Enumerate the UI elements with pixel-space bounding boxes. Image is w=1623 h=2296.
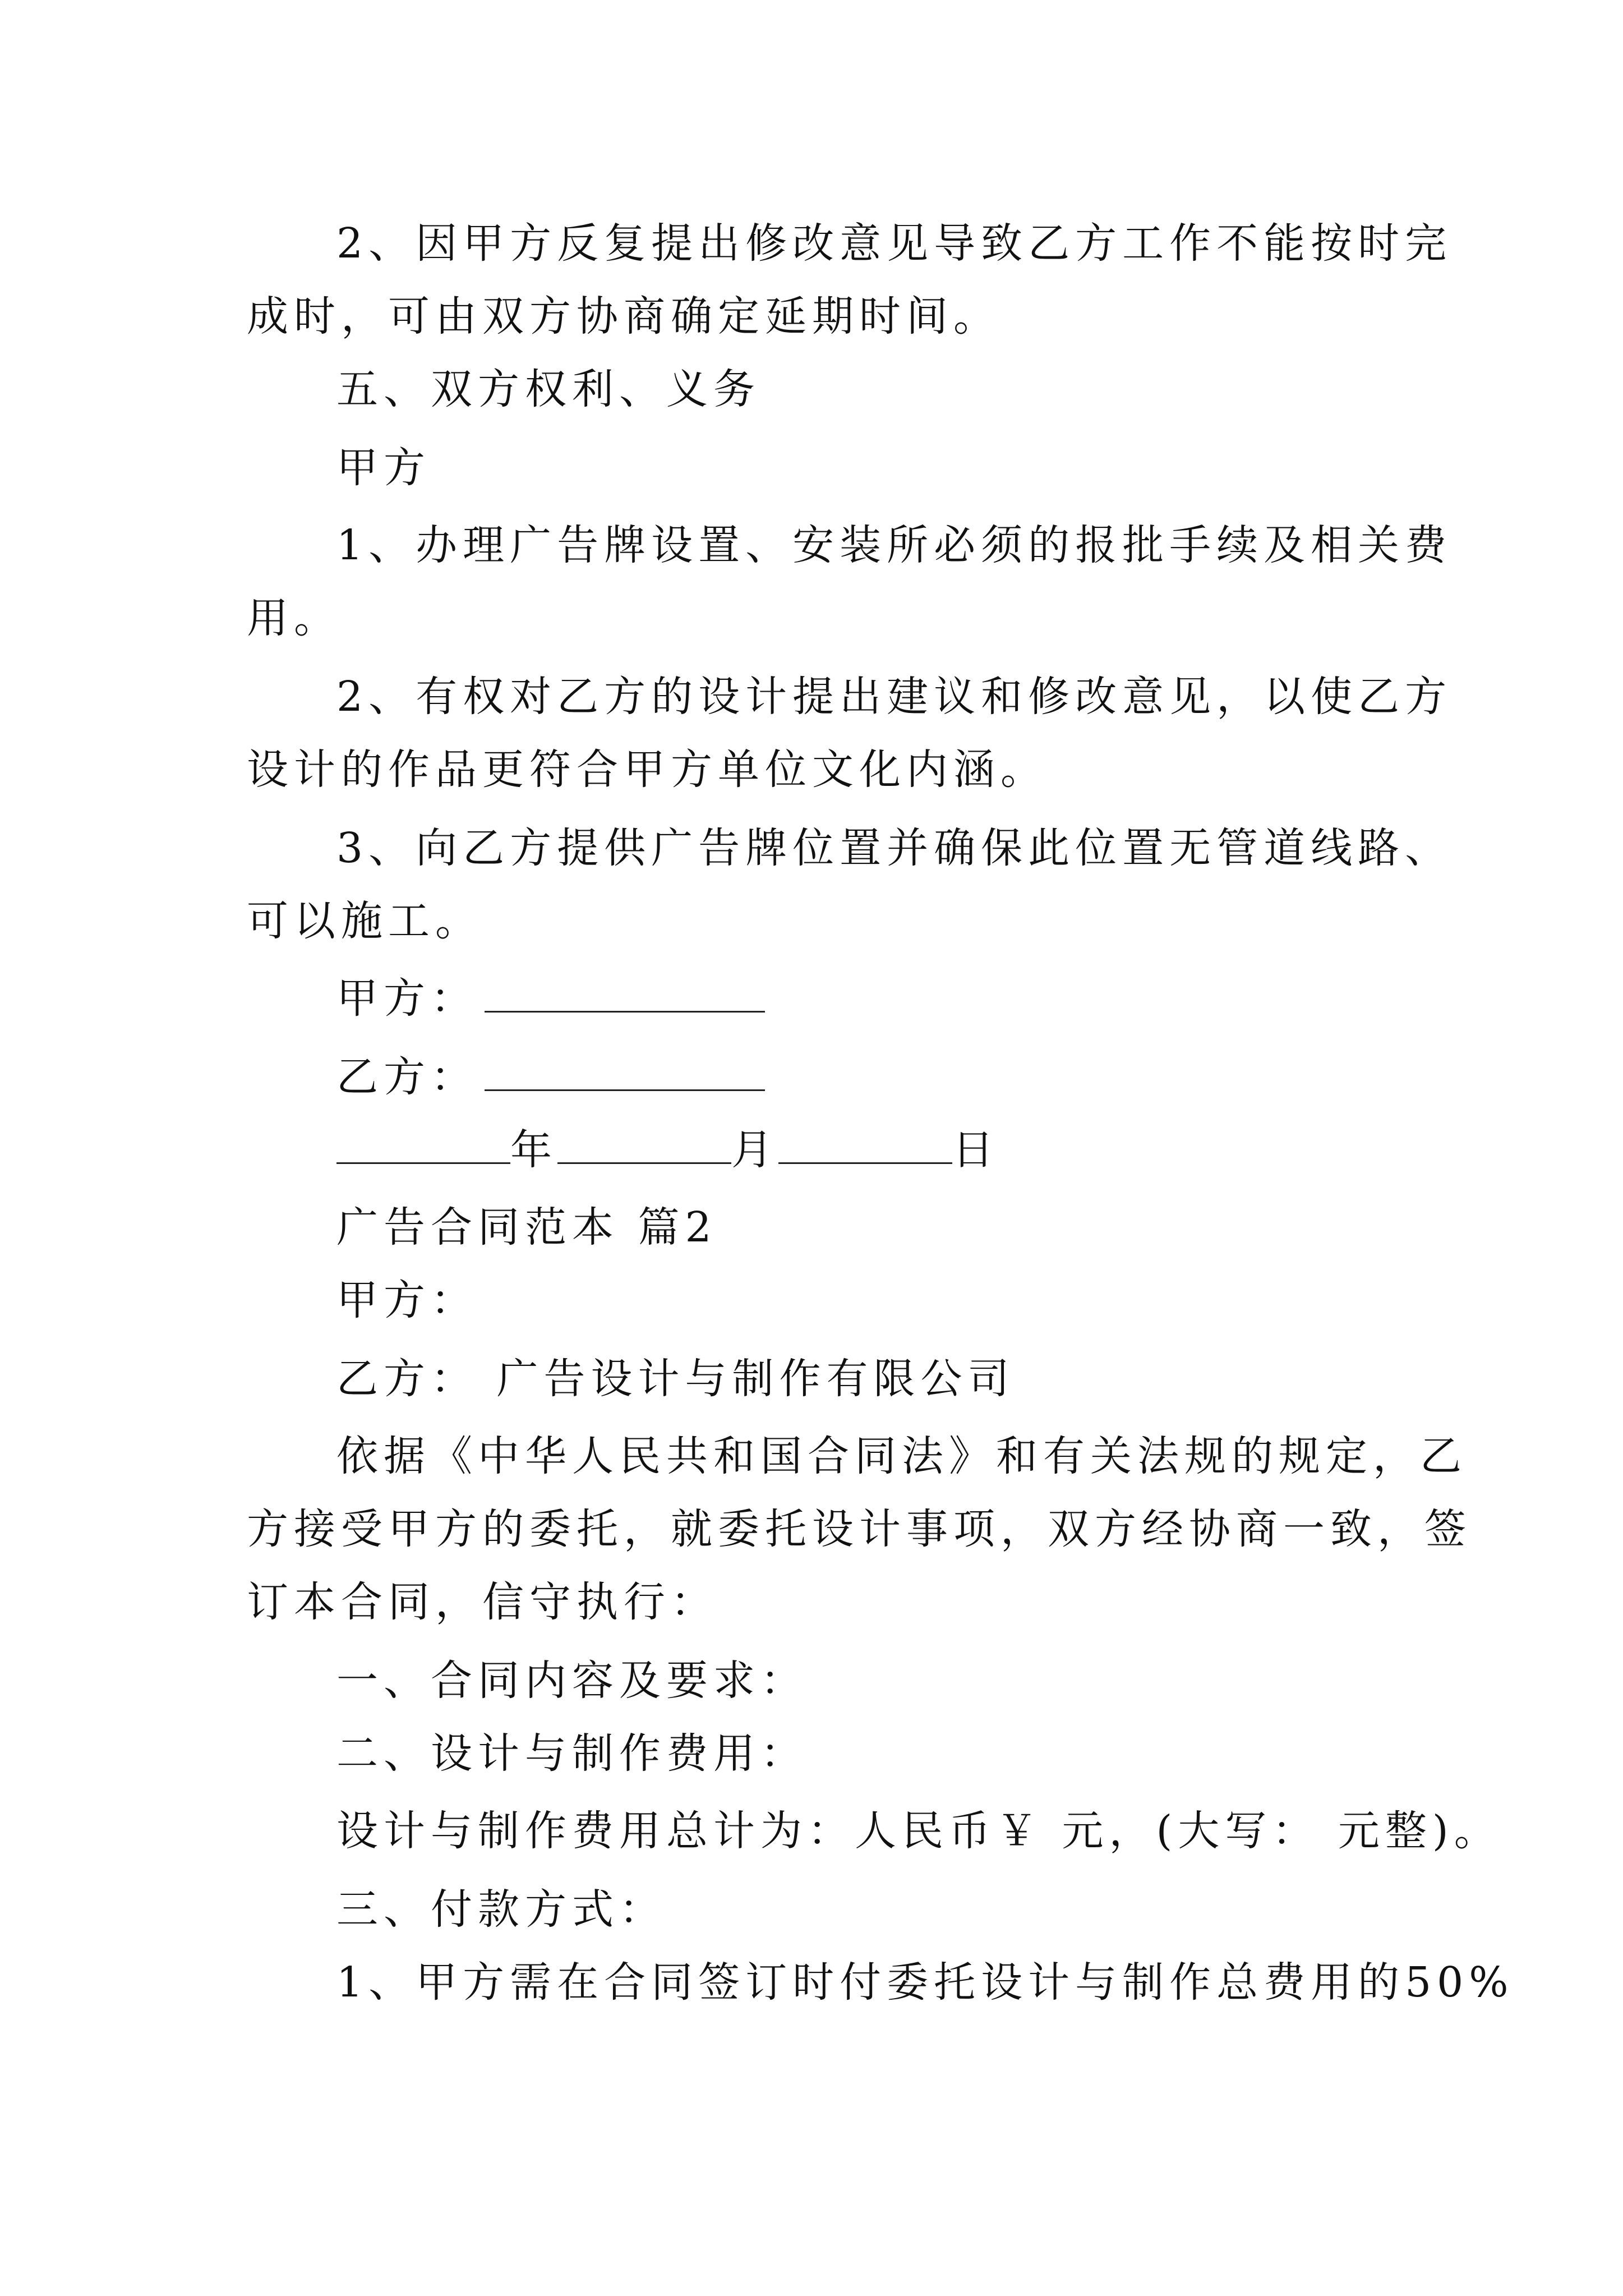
paragraph-line: 可以施工。 [247,897,482,945]
party-b-line: 乙方： 广告设计与制作有限公司 [336,1355,1015,1403]
paragraph-line: 设计与制作费用总计为：人民币￥ 元，(大写： 元整)。 [336,1807,1501,1855]
section-heading: 三、付款方式： [336,1885,666,1934]
paragraph-line: 设计的作品更符合甲方单位文化内涵。 [247,746,1048,794]
signature-label: 乙方： [336,1053,478,1101]
party-a-line: 甲方： [336,1276,478,1324]
section-heading: 五、双方权利、义务 [336,365,760,413]
year-label: 年 [510,1126,557,1174]
paragraph-line: 方接受甲方的委托，就委托设计事项，双方经协商一致，签 [247,1505,1472,1553]
party-heading: 甲方 [336,444,431,492]
day-blank [778,1125,952,1164]
paragraph-line: 订本合同，信守执行： [247,1578,718,1626]
month-label: 月 [731,1126,778,1174]
paragraph-line: 2、有权对乙方的设计提出建议和修改意见，以使乙方 [336,673,1453,721]
month-blank [557,1125,731,1164]
paragraph-line: 1、甲方需在合同签订时付委托设计与制作总费用的50% [336,1958,1514,2007]
signature-line-party-b [336,1049,765,1105]
signature-blank [485,974,765,1013]
signature-label: 甲方： [336,974,478,1023]
paragraph-line: 成时，可由双方协商确定延期时间。 [247,292,1000,341]
day-label: 日 [952,1126,999,1174]
paragraph-line: 3、向乙方提供广告牌位置并确保此位置无管道线路、 [336,824,1453,872]
paragraph-line: 2、因甲方反复提出修改意见导致乙方工作不能按时完 [336,219,1453,268]
section-heading: 二、设计与制作费用： [336,1729,808,1778]
paragraph-line: 用。 [247,594,341,642]
year-blank [336,1125,510,1164]
date-line [336,1122,999,1178]
paragraph-line: 依据《中华人民共和国合同法》和有关法规的规定，乙 [336,1432,1467,1480]
signature-line-party-a [336,970,765,1027]
section-heading: 一、合同内容及要求： [336,1657,808,1705]
document-title: 广告合同范本 篇2 [336,1203,717,1251]
signature-blank [485,1052,765,1091]
paragraph-line: 1、办理广告牌设置、安装所必须的报批手续及相关费 [336,521,1453,569]
